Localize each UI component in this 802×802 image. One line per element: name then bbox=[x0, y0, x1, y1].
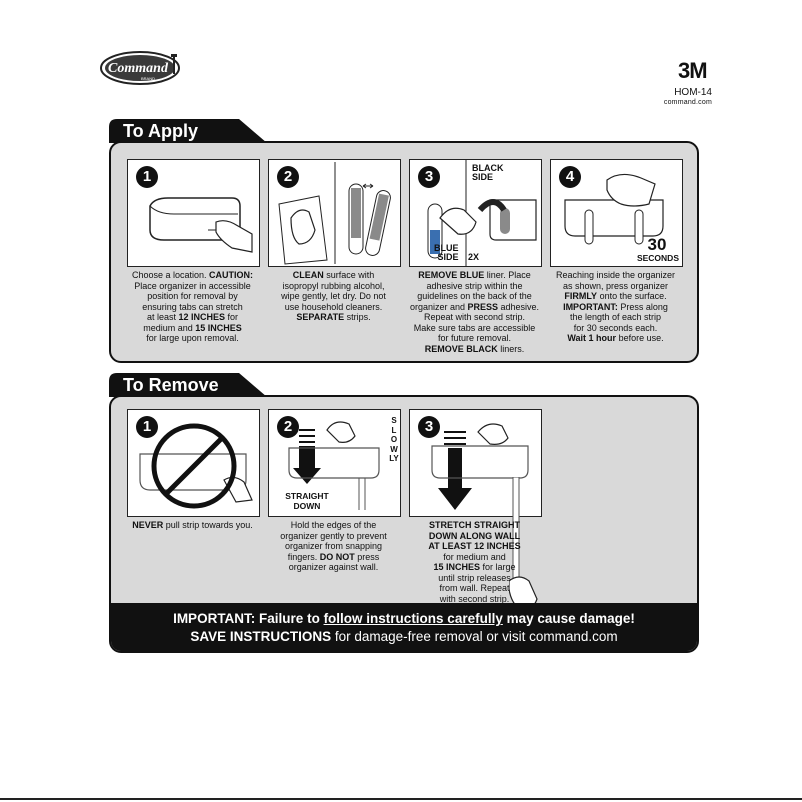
apply-step-3-illustration bbox=[409, 159, 542, 267]
apply-step-1-caption: Choose a location. CAUTION: Place organizer in accessible position for removal by ensuring tabs can stretch at least 12 INCHES for medium and 15 INCHES for large upon removal. bbox=[131, 270, 254, 343]
3m-logo: 3M bbox=[678, 58, 707, 83]
step-number: 2 bbox=[277, 416, 299, 438]
page-bottom-rule bbox=[0, 798, 802, 800]
black-side-label: BLACK SIDE bbox=[472, 163, 504, 182]
step-number: 1 bbox=[136, 166, 158, 188]
save-instructions-bold: SAVE INSTRUCTIONS bbox=[190, 629, 332, 644]
remove-step-2-illustration bbox=[268, 409, 401, 517]
save-instructions-rest: for damage-free removal or visit command.com bbox=[331, 629, 618, 644]
important-warning bbox=[111, 611, 697, 626]
slowly-label: SLOWLY bbox=[389, 416, 399, 463]
apply-step-1-illustration bbox=[127, 159, 260, 267]
seconds-value: 30 bbox=[647, 235, 667, 254]
step-number: 3 bbox=[418, 416, 440, 438]
remove-panel bbox=[109, 395, 699, 653]
apply-step-2-illustration bbox=[268, 159, 401, 267]
remove-step-3-caption: STRETCH STRAIGHT DOWN ALONG WALL AT LEAST 12 INCHES for medium and 15 INCHES for large until strip releases from wall. Repeat with second strip. bbox=[428, 520, 521, 604]
logo-text: Command bbox=[108, 61, 168, 76]
apply-step-2-caption: CLEAN surface with isopropyl rubbing alcohol, wipe gently, let dry. Do not use household cleaners. SEPARATE strips. bbox=[281, 270, 386, 322]
step-number: 3 bbox=[418, 166, 440, 188]
apply-step-4-caption: Reaching inside the organizer as shown, press organizer FIRMLY onto the surface. IMPORTANT: Press along the length of each strip for 30 seconds each. Wait 1 hour before use. bbox=[555, 270, 676, 343]
two-x-label: 2X bbox=[468, 252, 480, 262]
logo-subtext: BRAND bbox=[140, 76, 156, 81]
product-code: HOM-14 bbox=[674, 87, 712, 98]
warning-underlined: follow instructions carefully bbox=[323, 611, 503, 626]
save-instructions bbox=[111, 629, 697, 644]
blue-side-label: BLUE SIDE bbox=[434, 243, 459, 262]
remove-step-2-caption: Hold the edges of the organizer gently to prevent organizer from snapping fingers. DO NOT press organizer against wall. bbox=[280, 520, 387, 572]
step-number: 2 bbox=[277, 166, 299, 188]
step-number: 1 bbox=[136, 416, 158, 438]
apply-step-4-illustration bbox=[550, 159, 683, 267]
product-code-block bbox=[660, 88, 712, 108]
warning-part-2: may cause damage! bbox=[502, 611, 635, 626]
apply-tab bbox=[109, 119, 269, 143]
website-text: command.com bbox=[663, 99, 712, 106]
seconds-label: SECONDS bbox=[636, 253, 679, 263]
remove-title: To Remove bbox=[123, 375, 219, 395]
straight-down-label: STRAIGHT DOWN bbox=[285, 491, 329, 511]
remove-step-1-caption: NEVER pull strip towards you. bbox=[132, 520, 253, 530]
apply-step-3-caption: REMOVE BLUE liner. Place adhesive strip within the guidelines on the back of the organizer and PRESS adhesive. Repeat with second strip. Make sure tabs are accessible for future removal. REMOVE BLACK liners. bbox=[409, 270, 540, 354]
remove-step-1-illustration bbox=[127, 409, 260, 517]
step-number: 4 bbox=[559, 166, 581, 188]
remove-tab bbox=[109, 373, 269, 397]
warning-part-1: IMPORTANT: Failure to bbox=[173, 611, 324, 626]
apply-panel bbox=[109, 141, 699, 363]
apply-title: To Apply bbox=[123, 121, 198, 141]
command-logo bbox=[100, 50, 184, 86]
